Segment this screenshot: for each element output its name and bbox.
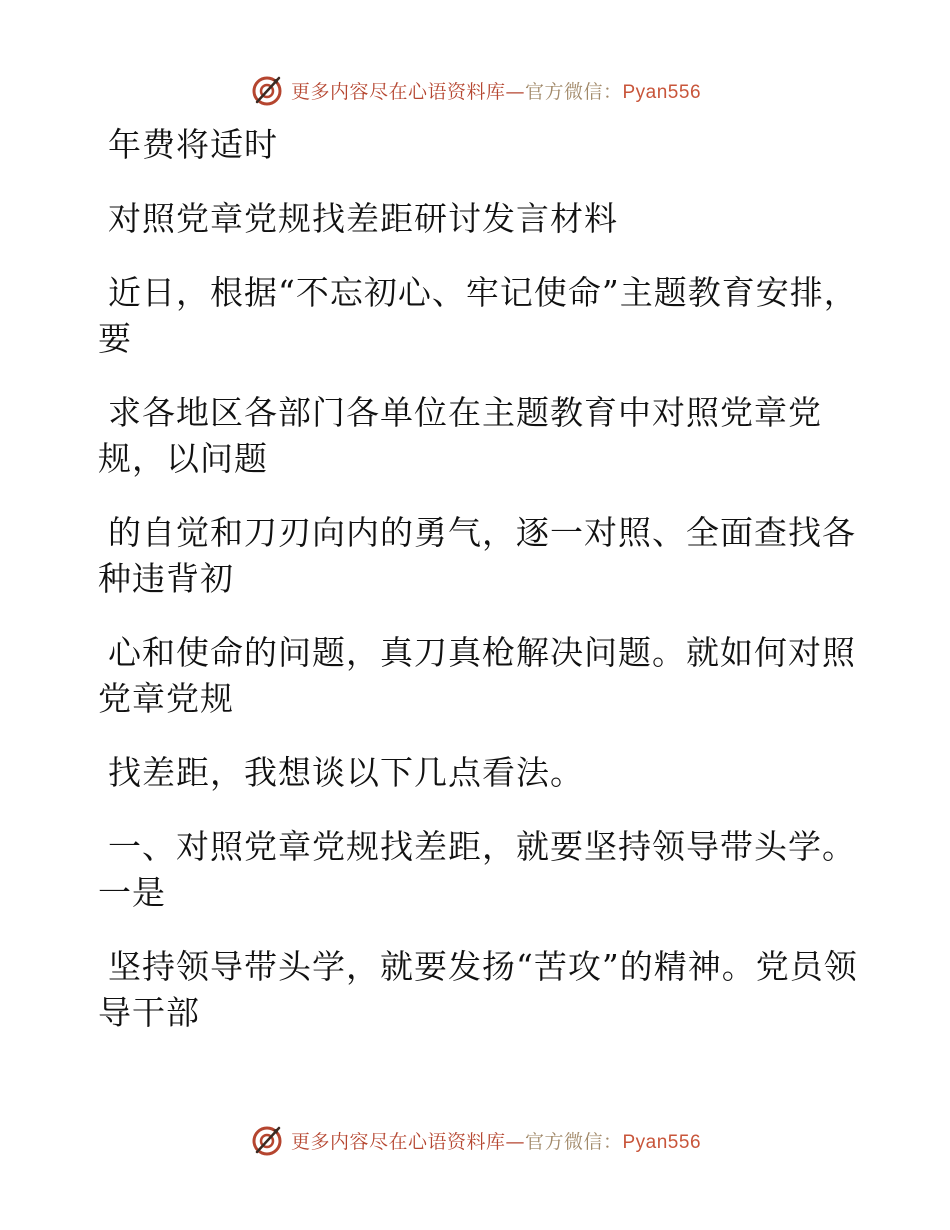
paragraph: 求各地区各部门各单位在主题教育中对照党章党规，以问题 xyxy=(98,393,822,478)
header-wechat-label: 官方微信： xyxy=(524,80,623,103)
paragraph: 坚持领导带头学，就要发扬“苦攻”的精神。党员领导干部 xyxy=(98,947,858,1032)
footer-slogan: 更多内容尽在心语资料库— xyxy=(290,1130,525,1153)
paragraph: 心和使命的问题，真刀真枪解决问题。就如何对照党章党规 xyxy=(98,633,856,718)
footer-banner xyxy=(0,1118,950,1162)
paragraph: 的自觉和刀刃向内的勇气，逐一对照、全面查找各种违背初 xyxy=(98,513,856,598)
paragraph: 对照党章党规找差距研讨发言材料 xyxy=(108,199,618,238)
header-banner xyxy=(0,68,950,112)
quill-swirl-logo-icon xyxy=(249,1122,285,1158)
footer-wechat-id: Pyan556 xyxy=(622,1131,702,1153)
quill-swirl-logo-icon xyxy=(249,72,285,108)
footer-banner-text xyxy=(291,1127,701,1154)
header-wechat-id: Pyan556 xyxy=(622,81,702,103)
document-body xyxy=(98,122,858,1064)
paragraph: 年费将适时 xyxy=(108,125,278,164)
paragraph: 近日，根据“不忘初心、牢记使命”主题教育安排，要 xyxy=(98,273,858,358)
header-slogan: 更多内容尽在心语资料库— xyxy=(290,80,525,103)
footer-wechat-label: 官方微信： xyxy=(524,1130,623,1153)
header-banner-text xyxy=(291,77,701,104)
paragraph: 一、对照党章党规找差距，就要坚持领导带头学。一是 xyxy=(98,827,856,912)
paragraph: 找差距，我想谈以下几点看法。 xyxy=(108,753,584,792)
